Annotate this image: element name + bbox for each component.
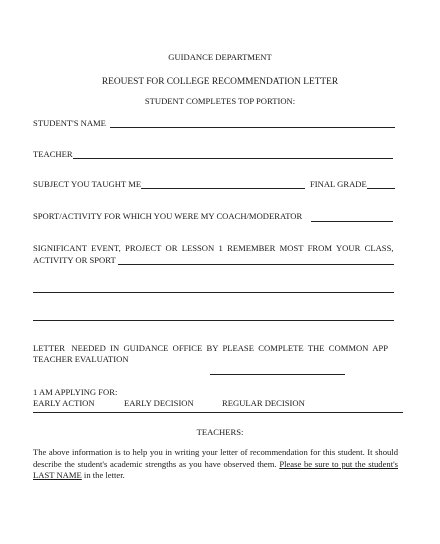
applying-label: 1 AM APPLYING FOR:	[33, 387, 118, 397]
sport-activity-field[interactable]	[311, 221, 393, 222]
sport-activity-label: SPORT/ACTIVITY FOR WHICH YOU WERE MY COACH/MODERATOR	[33, 211, 303, 221]
significant-event-field-2[interactable]	[33, 292, 394, 293]
instructions-text: The above information is to help you in writing your letter of recommendation for this student. It should describe the student's academic strengths as you have observed them.	[33, 447, 398, 469]
teacher-label: TEACHER	[33, 149, 73, 159]
student-name-label: STUDENT'S NAME	[33, 118, 106, 128]
significant-event-label-2: ACTIVITY OR SPORT	[33, 255, 116, 265]
subject-label: SUBJECT YOU TAUGHT ME	[33, 179, 142, 189]
final-grade-label: FINAL GRADE	[310, 179, 367, 189]
early-action-option[interactable]: EARLY ACTION	[33, 398, 95, 408]
teachers-heading: TEACHERS:	[196, 427, 244, 437]
instructions-emphasis: Please be sure to put the student's	[279, 458, 398, 469]
regular-decision-option[interactable]: REGULAR DECISION	[222, 398, 305, 408]
letter-needed-label-2: TEACHER EVALUATION	[33, 354, 129, 364]
final-grade-field[interactable]	[367, 188, 395, 189]
early-decision-option[interactable]: EARLY DECISION	[124, 398, 194, 408]
date-needed-field[interactable]	[210, 374, 345, 375]
department-heading: GUIDANCE DEPARTMENT	[168, 52, 272, 62]
letter-needed-label: LETTER NEEDED IN GUIDANCE OFFICE BY PLEASE COMPLETE THE COMMON APP	[33, 343, 388, 353]
section-divider	[33, 412, 403, 413]
last-name-emphasis: LAST NAME	[33, 470, 82, 480]
form-title: REOUEST FOR COLLEGE RECOMMENDATION LETTER	[101, 77, 339, 87]
subject-field[interactable]	[141, 188, 305, 189]
student-name-field[interactable]	[110, 127, 395, 128]
significant-event-field[interactable]	[118, 264, 394, 265]
teacher-instructions	[33, 447, 398, 482]
significant-event-label: SIGNIFICANT EVENT, PROJECT OR LESSON 1 REMEMBER MOST FROM YOUR CLASS,	[33, 243, 394, 253]
form-subtitle: STUDENT COMPLETES TOP PORTION:	[144, 96, 296, 106]
teacher-field[interactable]	[73, 158, 393, 159]
instructions-end: in the letter.	[81, 470, 125, 480]
significant-event-field-3[interactable]	[33, 320, 394, 321]
